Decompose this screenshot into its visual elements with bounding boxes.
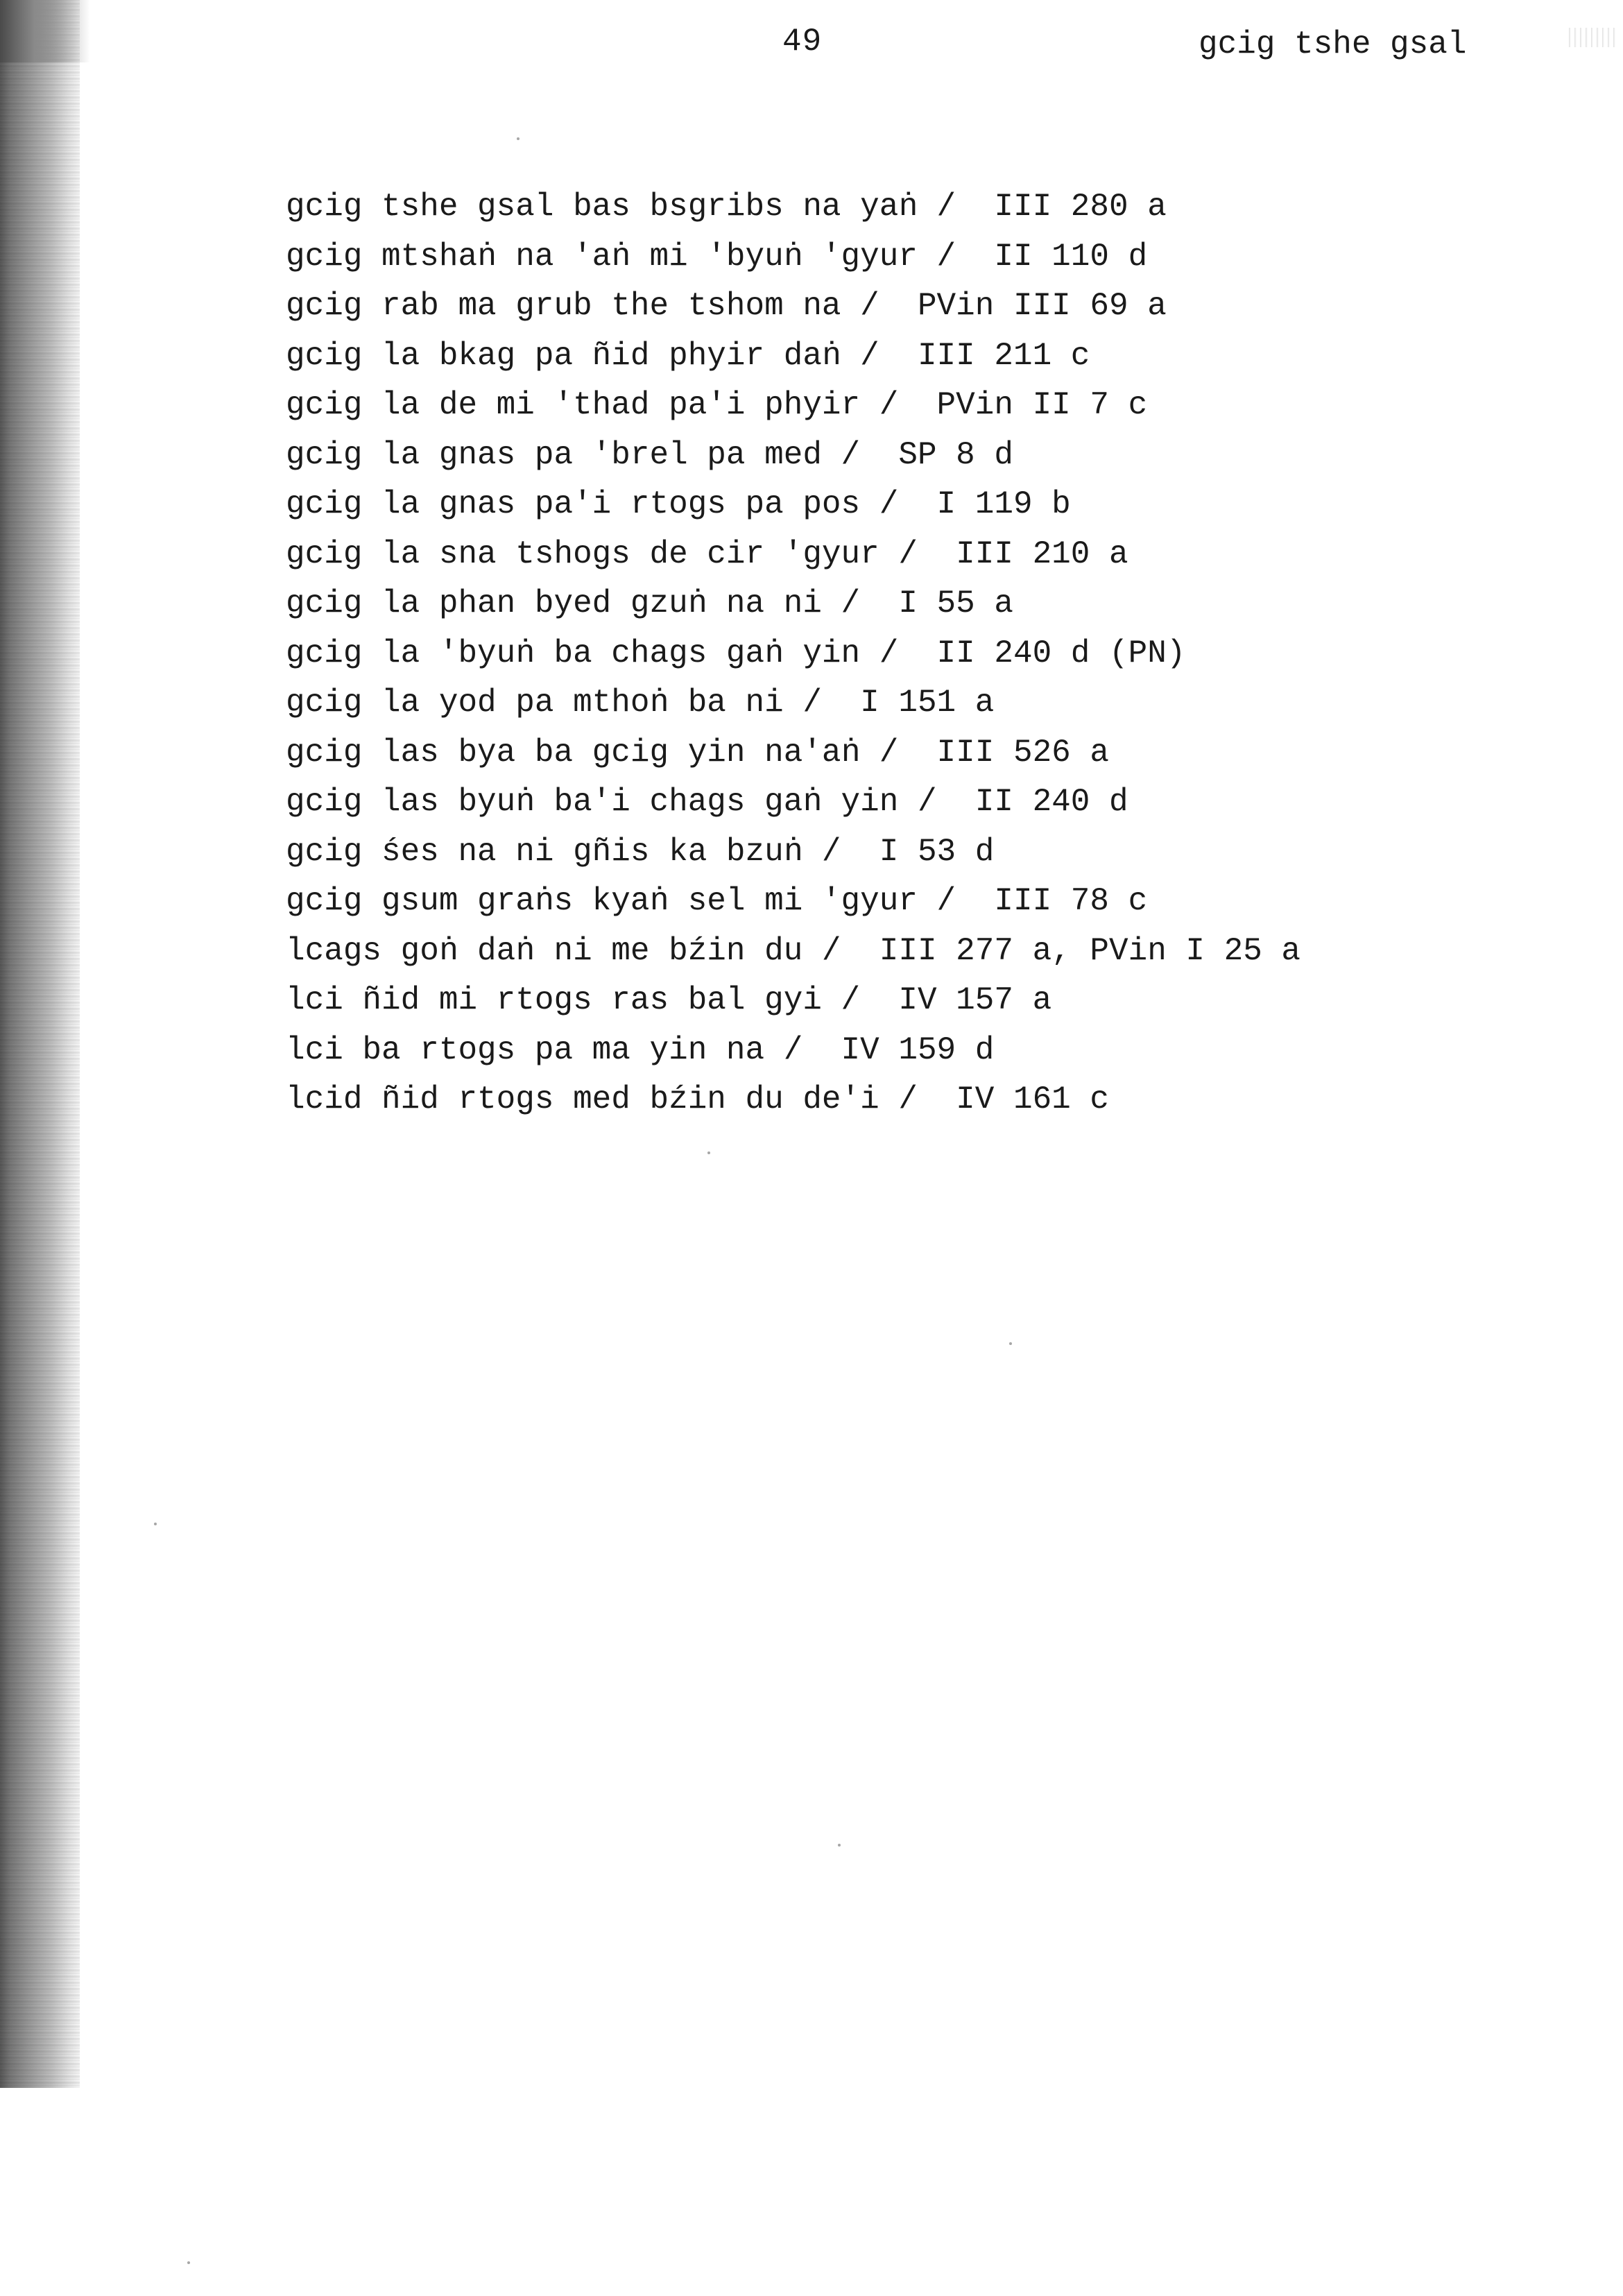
scan-corner-mark [1569, 28, 1617, 47]
index-entry: gcig las bya ba gcig yin na'aṅ / III 526 a [286, 734, 1109, 771]
scan-shadow-top-corner [0, 0, 90, 62]
index-entry: gcig la gnas pa'i rtogs pa pos / I 119 b [286, 486, 1071, 522]
index-entry: gcig la phan byed gzuṅ na ni / I 55 a [286, 585, 1013, 622]
index-entry: gcig la yod pa mthoṅ ba ni / I 151 a [286, 685, 995, 721]
paper-speck [517, 137, 519, 140]
index-entry: gcig śes na ni gñis ka bzuṅ / I 53 d [286, 833, 995, 870]
page-number: 49 [782, 24, 823, 60]
index-entry: gcig gsum graṅs kyaṅ sel mi 'gyur / III 78 c [286, 883, 1148, 919]
index-entry: gcig rab ma grub the tshom na / PVin III 69 a [286, 288, 1167, 324]
index-entry: gcig la sna tshogs de cir 'gyur / III 210 a [286, 536, 1128, 572]
running-head: gcig tshe gsal [1199, 26, 1467, 62]
paper-speck [187, 2261, 190, 2264]
index-entry: lcags goṅ daṅ ni me bźin du / III 277 a, PVin I 25 a [286, 932, 1301, 969]
paper-speck [707, 1151, 710, 1154]
index-entry: lci ñid mi rtogs ras bal gyi / IV 157 a [286, 982, 1052, 1018]
index-entry: gcig la bkag pa ñid phyir daṅ / III 211 c [286, 337, 1090, 374]
index-entry: gcig la 'byuṅ ba chags gaṅ yin / II 240 d (PN) [286, 635, 1186, 671]
verse-index-list [286, 186, 1300, 1129]
index-entry: gcig las byuṅ ba'i chags gaṅ yin / II 240 d [286, 784, 1128, 820]
index-entry: lcid ñid rtogs med bźin du de'i / IV 161 c [286, 1081, 1109, 1117]
paper-speck [1009, 1342, 1012, 1345]
index-entry: gcig la de mi 'thad pa'i phyir / PVin II 7 c [286, 387, 1148, 423]
index-entry: gcig mtshaṅ na 'aṅ mi 'byuṅ 'gyur / II 110 d [286, 238, 1148, 275]
paper-speck [154, 1523, 157, 1525]
scan-shadow-left-edge [0, 0, 80, 2088]
index-entry: gcig la gnas pa 'brel pa med / SP 8 d [286, 436, 1013, 473]
index-entry: lci ba rtogs pa ma yin na / IV 159 d [286, 1031, 995, 1068]
paper-speck [838, 1844, 841, 1847]
index-entry: gcig tshe gsal bas bsgribs na yaṅ / III 280 a [286, 189, 1167, 225]
